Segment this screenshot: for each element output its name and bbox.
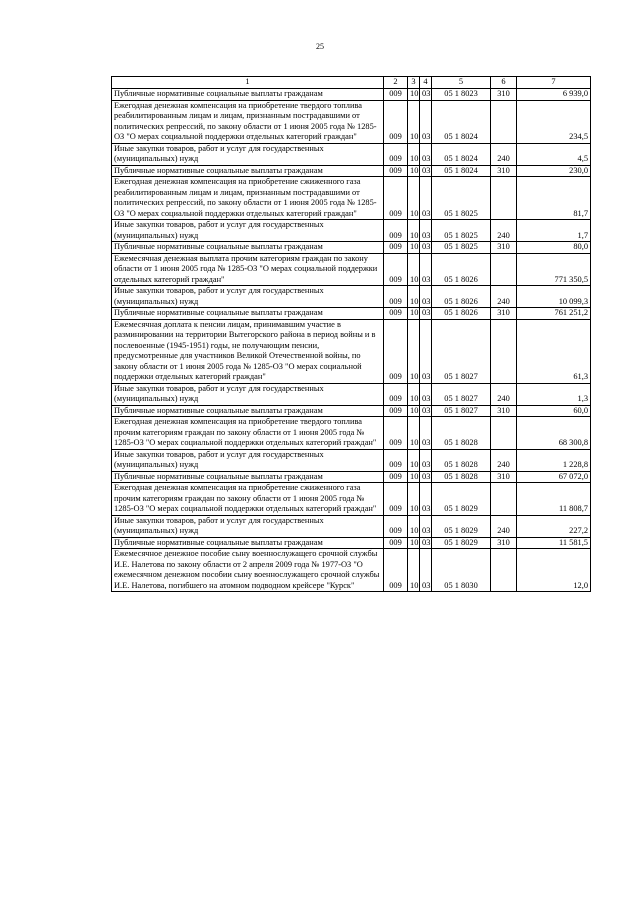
- row-rz-code: 10: [408, 286, 420, 308]
- budget-table: [111, 76, 591, 592]
- row-amount: 60,0: [517, 405, 591, 417]
- row-vr-code: 240: [491, 383, 517, 405]
- row-rz-code: 10: [408, 319, 420, 383]
- row-rz-code: 10: [408, 89, 420, 101]
- row-vr-code: 310: [491, 405, 517, 417]
- header-cell: 5: [432, 77, 491, 89]
- row-gr-code: 009: [384, 417, 408, 450]
- header-cell: 2: [384, 77, 408, 89]
- row-cs-code: 05 1 8025: [432, 242, 491, 254]
- row-description: Публичные нормативные социальные выплаты гражданам: [112, 165, 384, 177]
- row-vr-code: 310: [491, 89, 517, 101]
- row-vr-code: [491, 319, 517, 383]
- row-pr-code: 03: [420, 286, 432, 308]
- row-gr-code: 009: [384, 286, 408, 308]
- row-cs-code: 05 1 8028: [432, 417, 491, 450]
- table-row: [112, 549, 591, 592]
- row-pr-code: 03: [420, 319, 432, 383]
- row-cs-code: 05 1 8024: [432, 143, 491, 165]
- row-vr-code: [491, 483, 517, 516]
- row-amount: 61,3: [517, 319, 591, 383]
- row-amount: 1 228,8: [517, 449, 591, 471]
- row-description: Ежегодная денежная компенсация на приобретение твердого топлива прочим категориям граждан по закону области от 1 июня 2005 года № 1285-ОЗ "О мерах социальной поддержки отдельных категорий граждан": [112, 417, 384, 450]
- row-gr-code: 009: [384, 220, 408, 242]
- row-pr-code: 03: [420, 253, 432, 286]
- header-cell: 3: [408, 77, 420, 89]
- table-row: [112, 143, 591, 165]
- row-rz-code: 10: [408, 449, 420, 471]
- row-rz-code: 10: [408, 515, 420, 537]
- row-rz-code: 10: [408, 253, 420, 286]
- table-row: [112, 165, 591, 177]
- row-amount: 771 350,5: [517, 253, 591, 286]
- row-amount: 68 300,8: [517, 417, 591, 450]
- row-cs-code: 05 1 8025: [432, 220, 491, 242]
- row-rz-code: 10: [408, 471, 420, 483]
- table-row: [112, 89, 591, 101]
- row-rz-code: 10: [408, 537, 420, 549]
- row-pr-code: 03: [420, 449, 432, 471]
- row-description: Ежегодная денежная компенсация на приобретение твердого топлива реабилитированным лицам и лицам, признанным пострадавшими от политических репрессий, по закону области от 1 июня 2005 года № 1285-ОЗ "О мерах социальной поддержки отдельных категорий граждан": [112, 100, 384, 143]
- row-amount: 4,5: [517, 143, 591, 165]
- row-amount: 227,2: [517, 515, 591, 537]
- row-vr-code: [491, 177, 517, 220]
- row-description: Иные закупки товаров, работ и услуг для государственных (муниципальных) нужд: [112, 515, 384, 537]
- row-pr-code: 03: [420, 383, 432, 405]
- row-pr-code: 03: [420, 242, 432, 254]
- table-row: [112, 220, 591, 242]
- header-cell: 6: [491, 77, 517, 89]
- row-amount: 80,0: [517, 242, 591, 254]
- row-cs-code: 05 1 8027: [432, 405, 491, 417]
- row-amount: 6 939,0: [517, 89, 591, 101]
- row-cs-code: 05 1 8026: [432, 253, 491, 286]
- row-vr-code: 240: [491, 286, 517, 308]
- row-rz-code: 10: [408, 308, 420, 320]
- row-cs-code: 05 1 8026: [432, 308, 491, 320]
- row-vr-code: 240: [491, 449, 517, 471]
- row-pr-code: 03: [420, 537, 432, 549]
- row-rz-code: 10: [408, 549, 420, 592]
- row-amount: 761 251,2: [517, 308, 591, 320]
- header-cell: 7: [517, 77, 591, 89]
- row-vr-code: 310: [491, 537, 517, 549]
- row-pr-code: 03: [420, 549, 432, 592]
- row-vr-code: [491, 100, 517, 143]
- row-amount: 10 099,3: [517, 286, 591, 308]
- row-cs-code: 05 1 8028: [432, 449, 491, 471]
- row-description: Ежемесячное денежное пособие сыну военнослужащего срочной службы И.Е. Налетова по закону области от 2 апреля 2009 года № 1977-ОЗ "О ежемесячном денежном пособии сыну военнослужащего срочной службы И.Е. Налетова, погибшего на атомном подводном крейсере "Курск": [112, 549, 384, 592]
- row-amount: 81,7: [517, 177, 591, 220]
- row-description: Ежемесячная доплата к пенсии лицам, принимавшим участие в разминировании на территории Вытегорского района в период войны и в послевоенные (1945-1951) годы, не получающим пенсии, предусмотренные для участников Великой Отечественной войны, по закону области от 1 июня 2005 года № 1285-ОЗ "О мерах социальной поддержки отдельных категорий граждан": [112, 319, 384, 383]
- row-gr-code: 009: [384, 449, 408, 471]
- row-rz-code: 10: [408, 100, 420, 143]
- row-description: Иные закупки товаров, работ и услуг для государственных (муниципальных) нужд: [112, 449, 384, 471]
- row-pr-code: 03: [420, 165, 432, 177]
- row-description: Ежегодная денежная компенсация на приобретение сжиженного газа реабилитированным лицам и лицам, признанным пострадавшими от политических репрессий, по закону области от 1 июня 2005 года № 1285-ОЗ "О мерах социальной поддержки отдельных категорий граждан": [112, 177, 384, 220]
- row-gr-code: 009: [384, 308, 408, 320]
- row-cs-code: 05 1 8026: [432, 286, 491, 308]
- row-cs-code: 05 1 8027: [432, 383, 491, 405]
- row-description: Публичные нормативные социальные выплаты гражданам: [112, 471, 384, 483]
- row-amount: 230,0: [517, 165, 591, 177]
- row-description: Публичные нормативные социальные выплаты гражданам: [112, 405, 384, 417]
- row-pr-code: 03: [420, 405, 432, 417]
- row-gr-code: 009: [384, 143, 408, 165]
- table-row: [112, 537, 591, 549]
- row-cs-code: 05 1 8024: [432, 165, 491, 177]
- row-vr-code: 240: [491, 220, 517, 242]
- table-row: [112, 471, 591, 483]
- row-description: Публичные нормативные социальные выплаты гражданам: [112, 89, 384, 101]
- row-description: Иные закупки товаров, работ и услуг для государственных (муниципальных) нужд: [112, 143, 384, 165]
- row-pr-code: 03: [420, 89, 432, 101]
- row-rz-code: 10: [408, 177, 420, 220]
- page-number: 25: [316, 42, 324, 51]
- row-cs-code: 05 1 8029: [432, 483, 491, 516]
- row-gr-code: 009: [384, 177, 408, 220]
- row-gr-code: 009: [384, 89, 408, 101]
- row-description: Публичные нормативные социальные выплаты гражданам: [112, 308, 384, 320]
- row-gr-code: 009: [384, 537, 408, 549]
- row-description: Ежемесячная денежная выплата прочим категориям граждан по закону области от 1 июня 2005 года № 1285-ОЗ "О мерах социальной поддержки отдельных категорий граждан": [112, 253, 384, 286]
- row-rz-code: 10: [408, 242, 420, 254]
- row-pr-code: 03: [420, 177, 432, 220]
- row-cs-code: 05 1 8028: [432, 471, 491, 483]
- row-pr-code: 03: [420, 417, 432, 450]
- table-row: [112, 308, 591, 320]
- row-rz-code: 10: [408, 405, 420, 417]
- row-gr-code: 009: [384, 471, 408, 483]
- row-vr-code: [491, 253, 517, 286]
- row-cs-code: 05 1 8030: [432, 549, 491, 592]
- row-pr-code: 03: [420, 515, 432, 537]
- table-row: [112, 319, 591, 383]
- row-amount: 11 808,7: [517, 483, 591, 516]
- row-vr-code: 240: [491, 143, 517, 165]
- table-row: [112, 253, 591, 286]
- row-description: Ежегодная денежная компенсация на приобретение сжиженного газа прочим категориям граждан по закону области от 1 июня 2005 года № 1285-ОЗ "О мерах социальной поддержки отдельных категорий граждан": [112, 483, 384, 516]
- row-description: Иные закупки товаров, работ и услуг для государственных (муниципальных) нужд: [112, 383, 384, 405]
- row-cs-code: 05 1 8023: [432, 89, 491, 101]
- table-row: [112, 383, 591, 405]
- row-gr-code: 009: [384, 515, 408, 537]
- row-pr-code: 03: [420, 143, 432, 165]
- row-amount: 11 581,5: [517, 537, 591, 549]
- row-cs-code: 05 1 8024: [432, 100, 491, 143]
- row-vr-code: 310: [491, 242, 517, 254]
- row-amount: 12,0: [517, 549, 591, 592]
- row-rz-code: 10: [408, 143, 420, 165]
- table-row: [112, 515, 591, 537]
- row-amount: 234,5: [517, 100, 591, 143]
- row-cs-code: 05 1 8029: [432, 515, 491, 537]
- row-gr-code: 009: [384, 165, 408, 177]
- row-description: Иные закупки товаров, работ и услуг для государственных (муниципальных) нужд: [112, 220, 384, 242]
- row-cs-code: 05 1 8027: [432, 319, 491, 383]
- row-pr-code: 03: [420, 308, 432, 320]
- row-pr-code: 03: [420, 220, 432, 242]
- row-gr-code: 009: [384, 405, 408, 417]
- row-rz-code: 10: [408, 220, 420, 242]
- row-pr-code: 03: [420, 483, 432, 516]
- row-amount: 1,7: [517, 220, 591, 242]
- table-row: [112, 242, 591, 254]
- row-vr-code: 240: [491, 515, 517, 537]
- row-amount: 67 072,0: [517, 471, 591, 483]
- row-amount: 1,3: [517, 383, 591, 405]
- row-gr-code: 009: [384, 242, 408, 254]
- row-gr-code: 009: [384, 483, 408, 516]
- header-cell: 1: [112, 77, 384, 89]
- table-row: [112, 286, 591, 308]
- row-rz-code: 10: [408, 165, 420, 177]
- row-gr-code: 009: [384, 549, 408, 592]
- row-gr-code: 009: [384, 100, 408, 143]
- row-rz-code: 10: [408, 483, 420, 516]
- row-rz-code: 10: [408, 417, 420, 450]
- row-vr-code: 310: [491, 308, 517, 320]
- row-description: Иные закупки товаров, работ и услуг для государственных (муниципальных) нужд: [112, 286, 384, 308]
- row-gr-code: 009: [384, 253, 408, 286]
- row-cs-code: 05 1 8029: [432, 537, 491, 549]
- header-cell: 4: [420, 77, 432, 89]
- row-vr-code: 310: [491, 471, 517, 483]
- table-row: [112, 405, 591, 417]
- table-row: [112, 417, 591, 450]
- row-gr-code: 009: [384, 383, 408, 405]
- row-cs-code: 05 1 8025: [432, 177, 491, 220]
- table-row: [112, 177, 591, 220]
- table-row: [112, 483, 591, 516]
- table-row: [112, 449, 591, 471]
- row-pr-code: 03: [420, 471, 432, 483]
- row-description: Публичные нормативные социальные выплаты гражданам: [112, 537, 384, 549]
- row-rz-code: 10: [408, 383, 420, 405]
- row-description: Публичные нормативные социальные выплаты гражданам: [112, 242, 384, 254]
- row-gr-code: 009: [384, 319, 408, 383]
- row-vr-code: [491, 417, 517, 450]
- row-pr-code: 03: [420, 100, 432, 143]
- table-row: [112, 100, 591, 143]
- row-vr-code: [491, 549, 517, 592]
- row-vr-code: 310: [491, 165, 517, 177]
- table-header-row: [112, 77, 591, 89]
